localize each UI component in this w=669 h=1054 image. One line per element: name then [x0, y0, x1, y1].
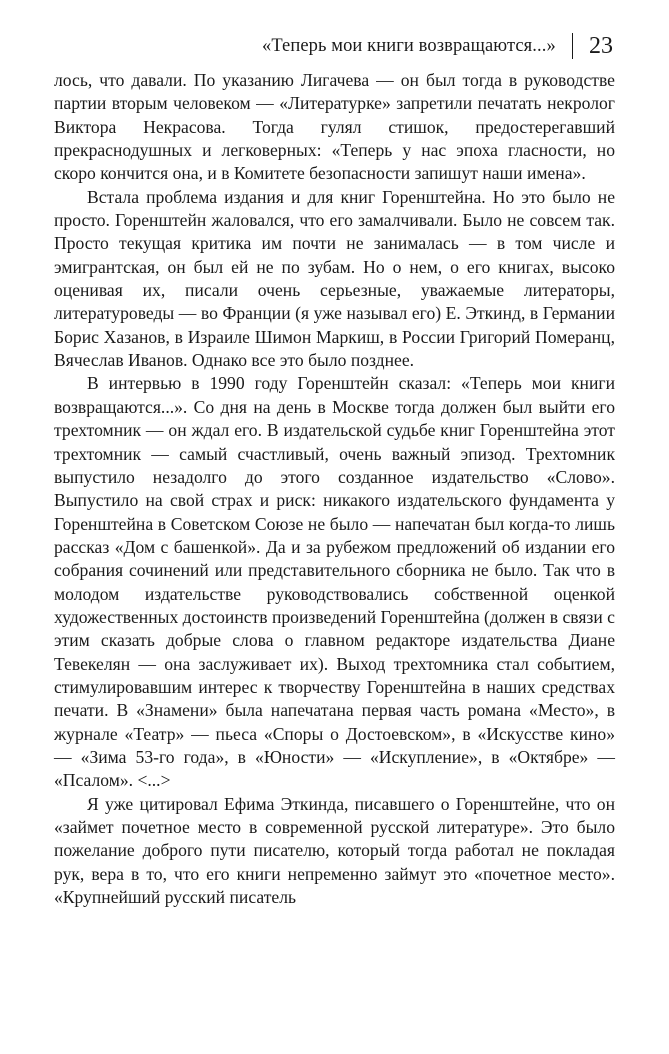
running-header: [262, 30, 613, 62]
body-text: [54, 69, 615, 909]
paragraph-1: лось, что давали. По указанию Лигачева — он был тогда в руководстве партии вторым человеком — «Литературке» запретили печатать некролог Виктора Некрасова. Тогда гулял стишок, предостерегавший прекраснодушных и легковерных: «Теперь у нас эпоха гласности, но скоро кончится она, и в Комитете безопасности запишут наши имена».: [54, 70, 615, 184]
paragraph-3: В интервью в 1990 году Горенштейн сказал: «Теперь мои книги возвращаются...». Со дня на день в Москве тогда должен был выйти его трехтомник — он ждал его. В издательской судьбе книг Горенштейна этот трехтомник — самый счастливый, очень важный эпизод. Трехтомник выпустило незадолго до этого созданное издательство «Слово». Выпустило на свой страх и риск: никакого издательского фундамента у Горенштейна в Советском Союзе не было — напечатан был когда-то лишь рассказ «Дом с башенкой». Да и за рубежом предложений об издании его собрания сочинений или представительного сборника не было. Так что в молодом издательстве руководствовались собственной оценкой художественных достоинств произведений Горенштейна (должен в связи с этим сказать добрые слова о главном редакторе издательства Диане Тевекелян — она заслуживает их). Выход трехтомника стал событием, стимулировавшим интерес к творчеству Горенштейна в наших средствах печати. В «Знамени» была напечатана первая часть романа «Место», в журнале «Театр» — пьеса «Споры о Достоевском», в «Искусстве кино» — «Зима 53-го года», в «Юности» — «Искупление», в «Октябре» — «Псалом». <...>: [54, 373, 615, 791]
page-number: 23: [589, 32, 613, 59]
paragraph-4: Я уже цитировал Ефима Эткинда, писавшего о Горенштейне, что он «займет почетное место в современной русской литературе». Это было пожелание доброго пути писателю, который тогда работал не покладая рук, вера в то, что его книги непременно займут это «почетное место». «Крупнейший русский писатель: [54, 793, 615, 908]
header-divider: [572, 33, 573, 59]
paragraph-2: Встала проблема издания и для книг Горенштейна. Но это было не просто. Горенштейн жаловался, что его замалчивали. Было не совсем так. Просто текущая критика им почти не занималась — в том числе и эмигрантская, он был ей не по зубам. Но о нем, о его книгах, высоко оценивая их, писали очень серьезные, уважаемые литераторы, литературоведы — во Франции (я уже называл его) Е. Эткинд, в Германии Борис Хазанов, в Израиле Шимон Маркиш, в России Григорий Померанц, Вячеслав Иванов. Однако все это было позднее.: [54, 186, 615, 371]
running-title: «Теперь мои книги возвращаются...»: [261, 35, 556, 56]
